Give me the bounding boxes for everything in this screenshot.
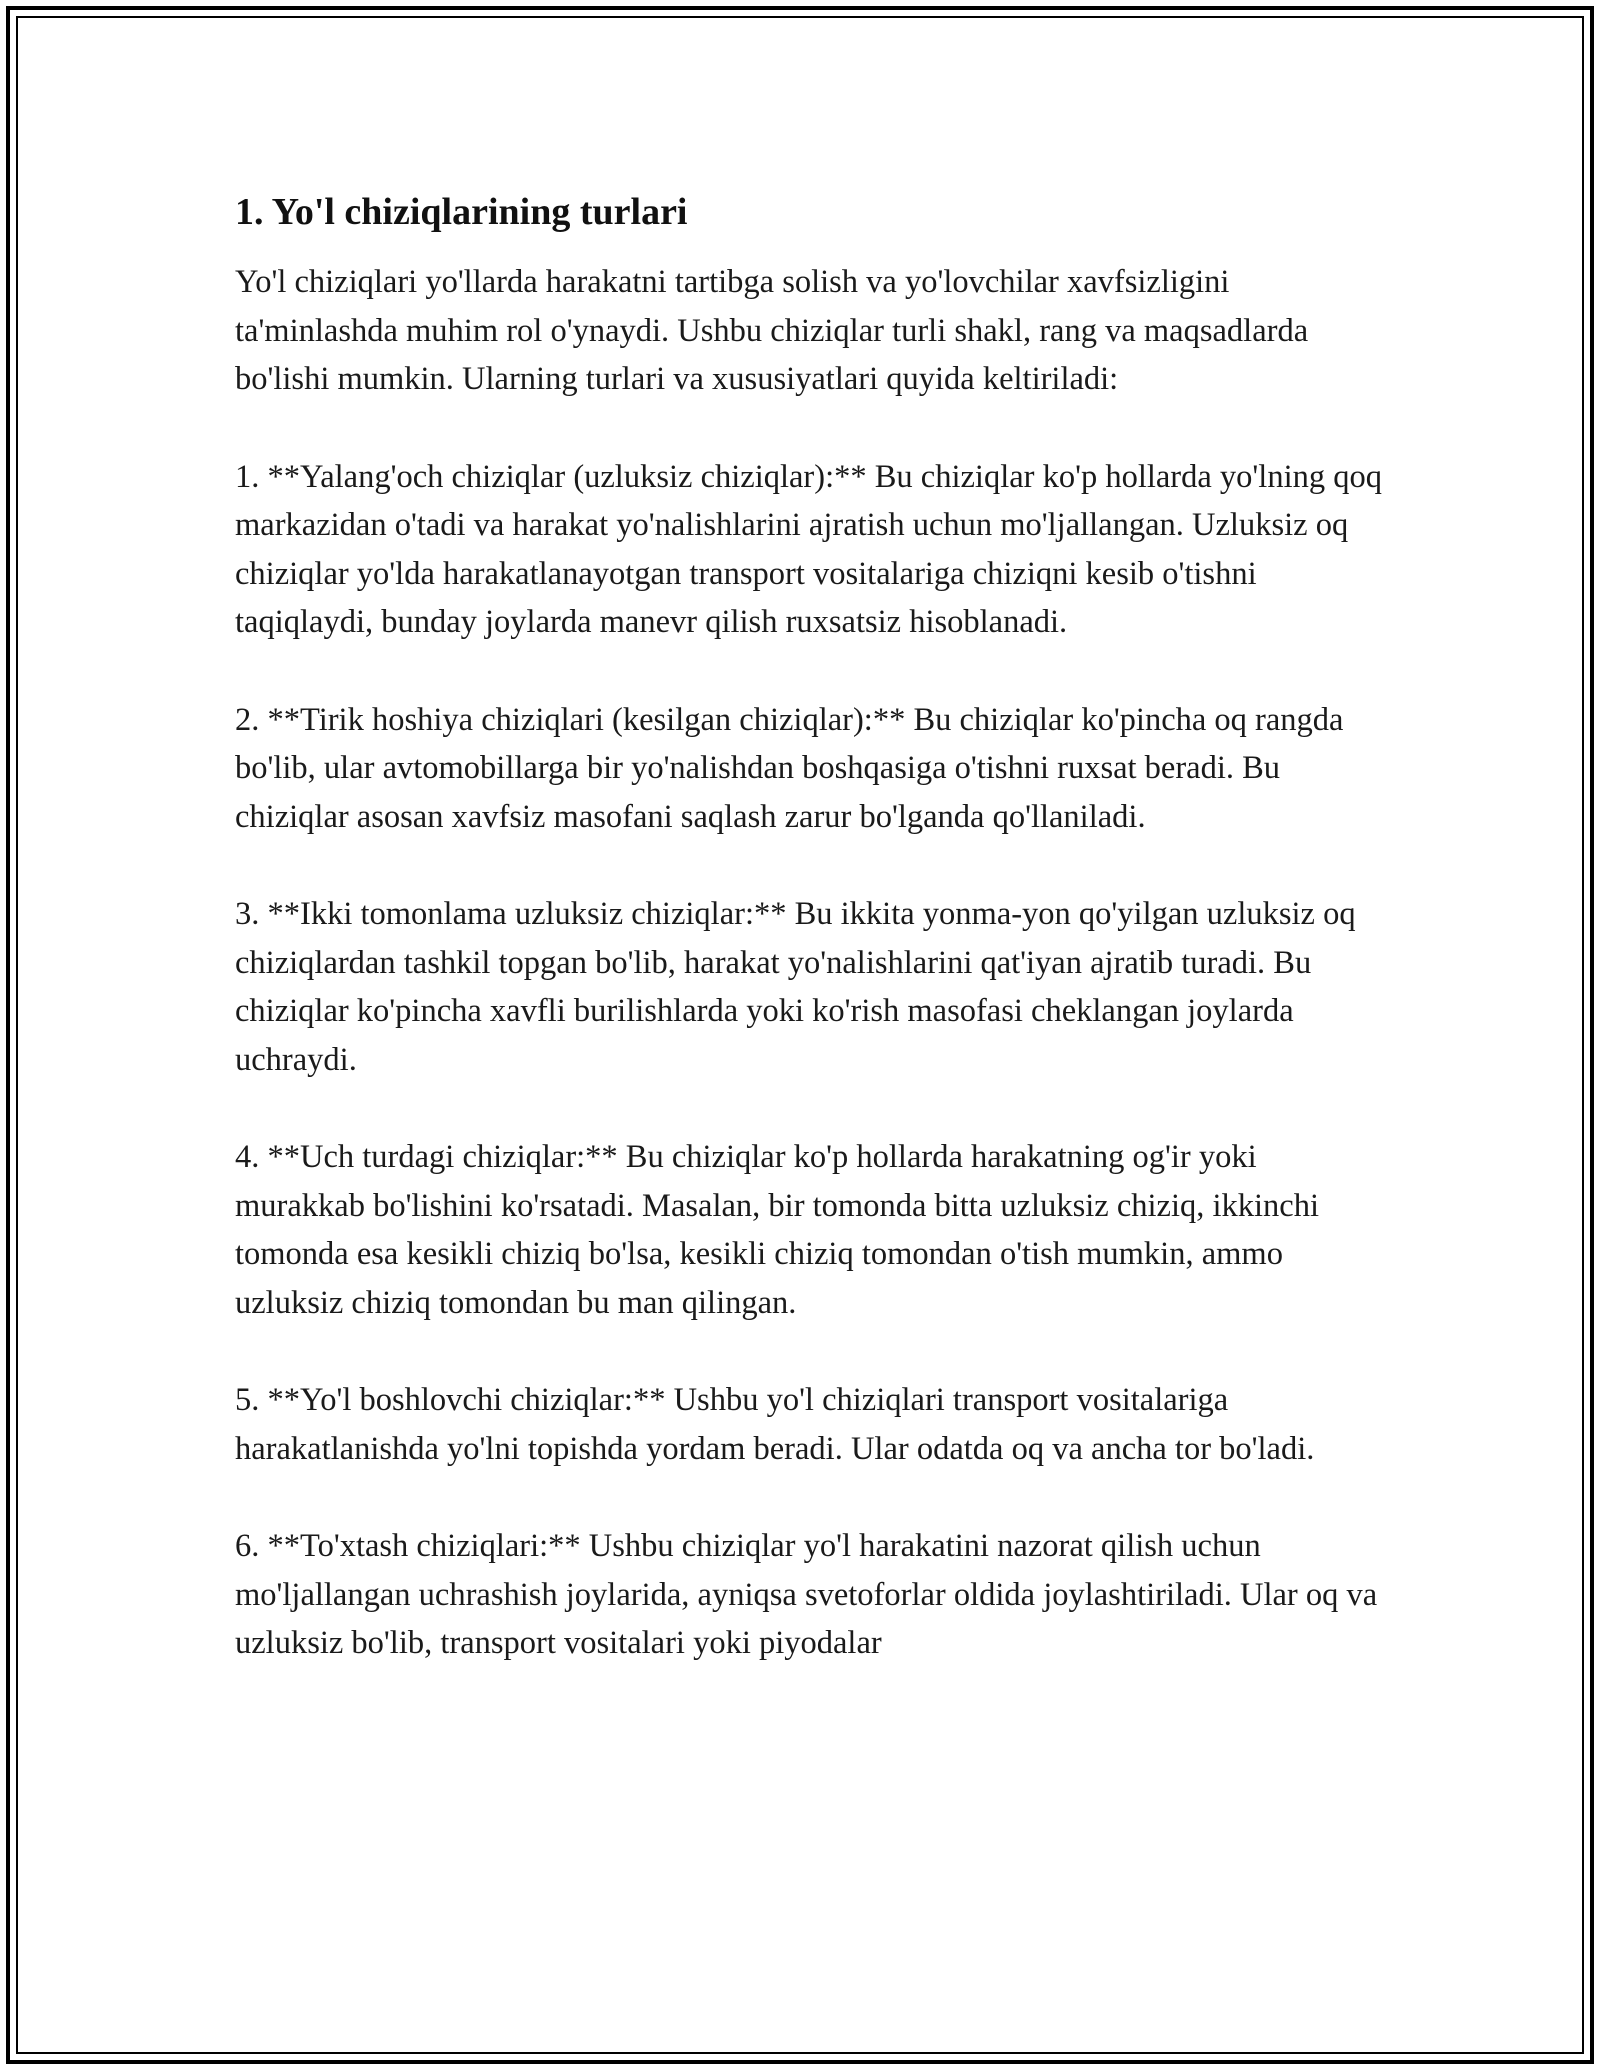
document-body [235,188,1385,1717]
intro-paragraph: Yo'l chiziqlari yo'llarda harakatni tartibga solish va yo'lovchilar xavfsizligini ta'minlashda muhim rol o'ynaydi. Ushbu chiziqlar turli shakl, rang va maqsadlarda bo'lishi mumkin. Ularning turlari va xususiyatlari quyida keltiriladi: [235,264,1309,397]
list-item-6: 6. **To'xtash chiziqlari:** Ushbu chiziqlar yo'l harakatini nazorat qilish uchun mo'ljallangan uchrashish joylarida, ayniqsa svetoforlar oldida joylashtiriladi. Ular oq va uzluksiz bo'lib, transport vositalari yoki piyodalar [235,1528,1378,1661]
list-item-5: 5. **Yo'l boshlovchi chiziqlar:** Ushbu yo'l chiziqlari transport vositalariga harakatlanishda yo'lni topishda yordam beradi. Ular odatda oq va ancha tor bo'ladi. [235,1382,1315,1467]
list-item-4: 4. **Uch turdagi chiziqlar:** Bu chiziqlar ko'p hollarda harakatning og'ir yoki murakkab bo'lishini ko'rsatadi. Masalan, bir tomonda bitta uzluksiz chiziq, ikkinchi tomonda esa kesikli chiziq bo'lsa, kesikli chiziq tomondan o'tish mumkin, ammo uzluksiz chiziq tomondan bu man qilingan. [235,1139,1319,1321]
list-item-2: 2. **Tirik hoshiya chiziqlari (kesilgan chiziqlar):** Bu chiziqlar ko'pincha oq rangda bo'lib, ular avtomobillarga bir yo'nalishdan boshqasiga o'tishni ruxsat beradi. Bu chiziqlar asosan xavfsiz masofani saqlash zarur bo'lganda qo'llaniladi. [235,701,1344,835]
list-item-1: 1. **Yalang'och chiziqlar (uzluksiz chiziqlar):** Bu chiziqlar ko'p hollarda yo'lning qoq markazidan o'tadi va harakat yo'nalishlarini ajratish uchun mo'ljallangan. Uzluksiz oq chiziqlar yo'lda harakatlanayotgan transport vositalariga chiziqni kesib o'tishni taqiqlaydi, bunday joylarda manevr qilish ruxsatsiz hisoblanadi. [235,458,1382,640]
list-item-3: 3. **Ikki tomonlama uzluksiz chiziqlar:** Bu ikkita yonma-yon qo'yilgan uzluksiz oq chiziqlardan tashkil topgan bo'lib, harakat yo'nalishlarini qat'iyan ajratib turadi. Bu chiziqlar ko'pincha xavfli burilishlarda yoki ko'rish masofasi cheklangan joylarda uchraydi. [235,896,1356,1078]
section-heading: 1. Yo'l chiziqlarining turlari [235,191,688,233]
